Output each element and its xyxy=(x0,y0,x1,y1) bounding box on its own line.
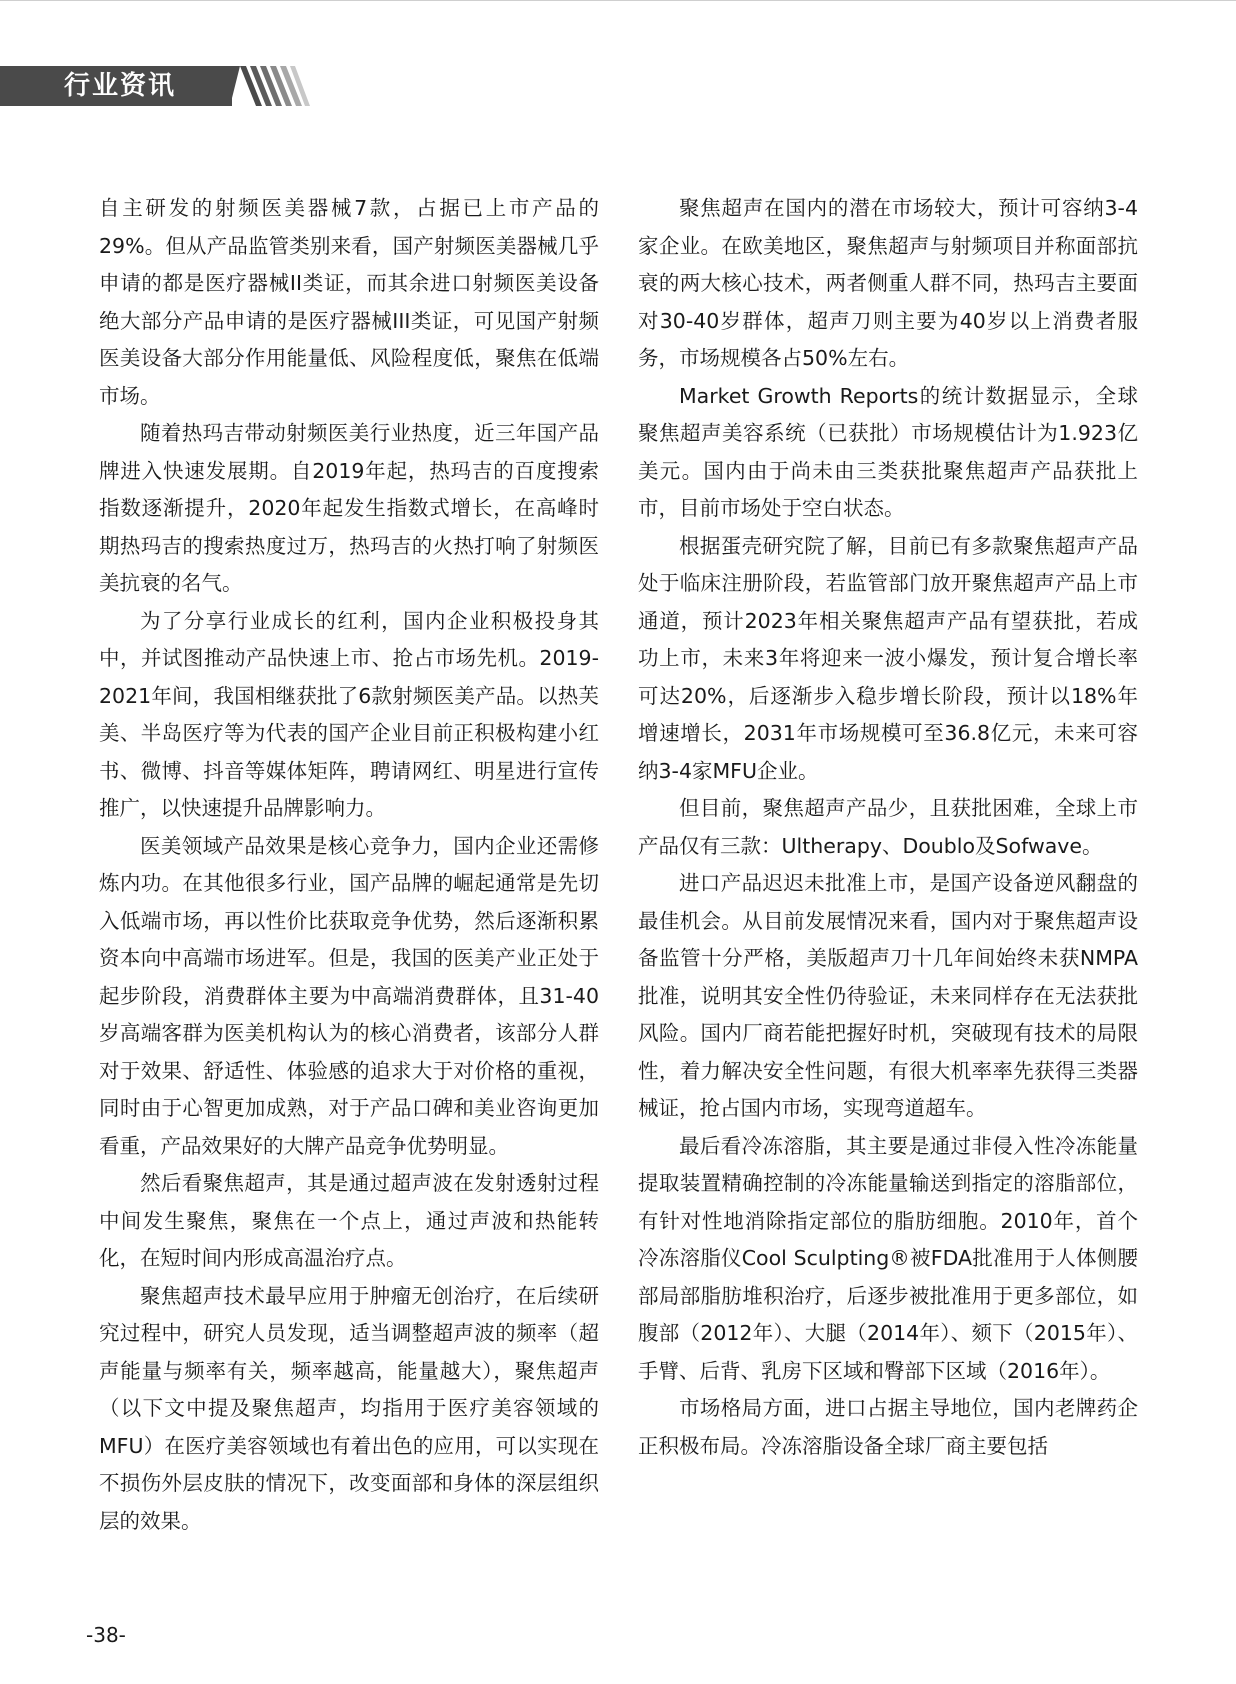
paragraph: 随着热玛吉带动射频医美行业热度，近三年国产品牌进入快速发展期。自2019年起，热玛吉的百度搜索指数逐渐提升，2020年起发生指数式增长，在高峰时期热玛吉的搜索热度过万，热玛吉的火热打响了射频医美抗衰的名气。 xyxy=(99,421,599,595)
article-column-right xyxy=(638,190,1138,1465)
paragraph: 最后看冷冻溶脂，其主要是通过非侵入性冷冻能量提取装置精确控制的冷冻能量输送到指定的溶脂部位，有针对性地消除指定部位的脂肪细胞。2010年，首个冷冻溶脂仪Cool Sculpting®被FDA批准用于人体侧腰部局部脂肪堆积治疗，后逐步被批准用于更多部位，如腹部（2012年）、大腿（2014年）、颏下（2015年）、手臂、后背、乳房下区域和臀部下区域（2016年）。 xyxy=(638,1133,1138,1383)
top-rule xyxy=(0,0,1236,1)
paragraph: 聚焦超声在国内的潜在市场较大，预计可容纳3-4家企业。在欧美地区，聚焦超声与射频项目并称面部抗衰的两大核心技术，两者侧重人群不同，热玛吉主要面对30-40岁群体，超声刀则主要为40岁以上消费者服务，市场规模各占50%左右。 xyxy=(638,196,1138,370)
paragraph: 但目前，聚焦超声产品少，且获批困难，全球上市产品仅有三款：Ultherapy、Doublo及Sofwave。 xyxy=(638,796,1138,858)
paragraph: 然后看聚焦超声，其是通过超声波在发射透射过程中间发生聚焦，聚焦在一个点上，通过声波和热能转化，在短时间内形成高温治疗点。 xyxy=(99,1171,599,1270)
paragraph: 进口产品迟迟未批准上市，是国产设备逆风翻盘的最佳机会。从目前发展情况来看，国内对于聚焦超声设备监管十分严格，美版超声刀十几年间始终未获NMPA批准，说明其安全性仍待验证，未来同样存在无法获批风险。国内厂商若能把握好时机，突破现有技术的局限性，着力解决安全性问题，有很大机率率先获得三类器械证，抢占国内市场，实现弯道超车。 xyxy=(638,871,1138,1120)
article-column-left xyxy=(99,190,599,1540)
paragraph: Market Growth Reports的统计数据显示，全球聚焦超声美容系统（已获批）市场规模估计为1.923亿美元。国内由于尚未由三类获批聚焦超声产品获批上市，目前市场处于空白状态。 xyxy=(638,383,1138,520)
header-stripes-decoration xyxy=(232,66,312,106)
paragraph: 自主研发的射频医美器械7款，占据已上市产品的29%。但从产品监管类别来看，国产射频医美器械几乎申请的都是医疗器械II类证，而其余进口射频医美设备绝大部分产品申请的是医疗器械III类证，可见国产射频医美设备大部分作用能量低、风险程度低，聚焦在低端市场。 xyxy=(99,196,599,408)
paragraph: 市场格局方面，进口占据主导地位，国内老牌药企正积极布局。冷冻溶脂设备全球厂商主要包括 xyxy=(638,1396,1138,1458)
paragraph: 医美领域产品效果是核心竞争力，国内企业还需修炼内功。在其他很多行业，国产品牌的崛起通常是先切入低端市场，再以性价比获取竞争优势，然后逐渐积累资本向中高端市场进军。但是，我国的医美产业正处于起步阶段，消费群体主要为中高端消费群体，且31-40岁高端客群为医美机构认为的核心消费者，该部分人群对于效果、舒适性、体验感的追求大于对价格的重视，同时由于心智更加成熟，对于产品口碑和美业咨询更加看重，产品效果好的大牌产品竞争优势明显。 xyxy=(99,833,599,1158)
paragraph: 根据蛋壳研究院了解，目前已有多款聚焦超声产品处于临床注册阶段，若监管部门放开聚焦超声产品上市通道，预计2023年相关聚焦超声产品有望获批，若成功上市，未来3年将迎来一波小爆发，预计复合增长率可达20%，后逐渐步入稳步增长阶段，预计以18%年增速增长，2031年市场规模可至36.8亿元，未来可容纳3-4家MFU企业。 xyxy=(638,533,1138,783)
paragraph: 聚焦超声技术最早应用于肿瘤无创治疗，在后续研究过程中，研究人员发现，适当调整超声波的频率（超声能量与频率有关，频率越高，能量越大），聚焦超声（以下文中提及聚焦超声，均指用于医疗美容领域的MFU）在医疗美容领域也有着出色的应用，可以实现在不损伤外层皮肤的情况下，改变面部和身体的深层组织层的效果。 xyxy=(99,1283,599,1533)
page-number: -38- xyxy=(86,1623,126,1647)
paragraph: 为了分享行业成长的红利，国内企业积极投身其中，并试图推动产品快速上市、抢占市场先机。2019-2021年间，我国相继获批了6款射频医美产品。以热芙美、半岛医疗等为代表的国产企业目前正积极构建小红书、微博、抖音等媒体矩阵，聘请网红、明星进行宣传推广，以快速提升品牌影响力。 xyxy=(99,608,599,820)
header-bar-slant xyxy=(232,66,240,106)
section-title: 行业资讯 xyxy=(64,71,177,101)
